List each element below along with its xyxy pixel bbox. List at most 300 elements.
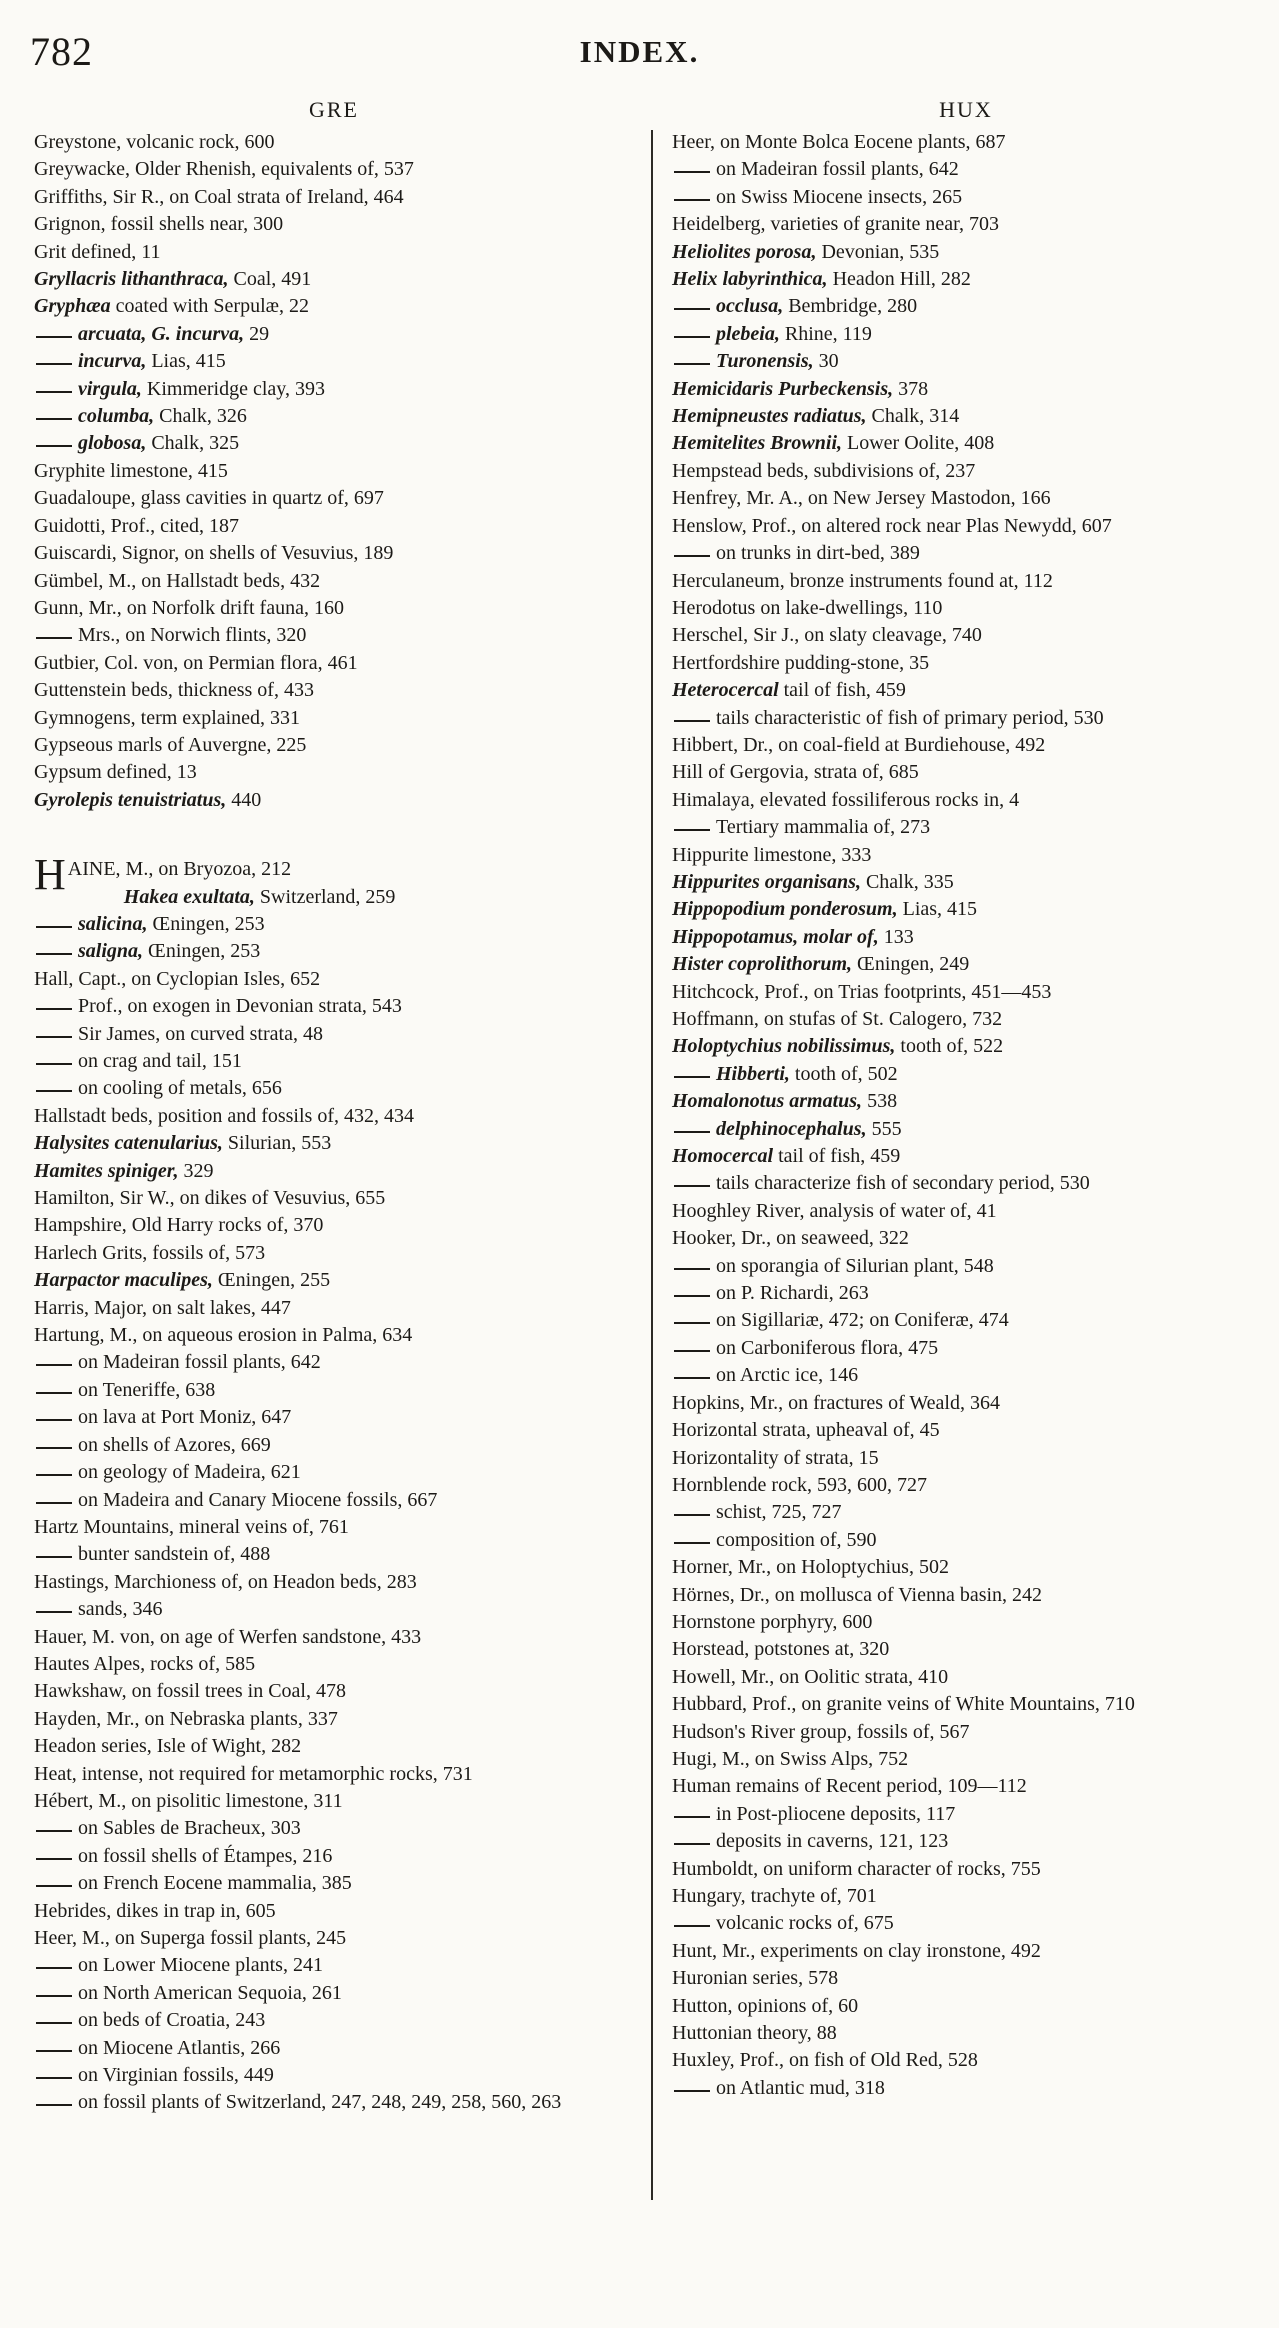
taxon-name: Heterocercal xyxy=(672,679,779,702)
index-entry xyxy=(672,211,1260,238)
entry-text: 133 xyxy=(883,925,914,948)
index-entry xyxy=(672,2020,1260,2047)
entry-text: on Teneriffe, 638 xyxy=(78,1378,216,1401)
entry-text: Horner, Mr., on Holoptychius, 502 xyxy=(672,1556,949,1579)
entry-text: Silurian, 553 xyxy=(227,1132,332,1155)
index-entry xyxy=(672,677,1260,704)
taxon-name: Turonensis, xyxy=(716,350,814,373)
entry-text: volcanic rocks of, 675 xyxy=(716,1912,894,1935)
index-entry xyxy=(672,869,1260,896)
index-entry xyxy=(672,732,1260,759)
entry-text: Hempstead beds, subdivisions of, 237 xyxy=(672,459,976,482)
entry-text: Hallstadt beds, position and fossils of, 432, 434 xyxy=(34,1104,414,1127)
entry-text: Guadaloupe, glass cavities in quartz of, 697 xyxy=(34,487,384,510)
entry-text: on Madeiran fossil plants, 642 xyxy=(716,158,959,181)
taxon-name: Gryphæa xyxy=(34,295,111,318)
drop-cap-letter: H xyxy=(34,850,66,900)
index-entry xyxy=(34,787,634,814)
taxon-name: plebeia, xyxy=(716,322,780,345)
index-entry xyxy=(34,1980,634,2007)
taxon-name: Harpactor maculipes, xyxy=(34,1269,213,1292)
left-column-head: GRE xyxy=(309,97,359,122)
index-entry xyxy=(672,485,1260,512)
index-entry xyxy=(672,321,1260,348)
index-entry xyxy=(34,1212,634,1239)
entry-text: Huronian series, 578 xyxy=(672,1967,839,1990)
entry-text: on sporangia of Silurian plant, 548 xyxy=(716,1254,994,1277)
entry-text: on Swiss Miocene insects, 265 xyxy=(716,185,963,208)
entry-text: bunter sandstein of, 488 xyxy=(78,1543,271,1566)
entry-text: in Post-pliocene deposits, 117 xyxy=(716,1802,956,1825)
index-entry xyxy=(672,1088,1260,1115)
entry-text: tooth of, 522 xyxy=(900,1035,1004,1058)
entry-text: Gypseous marls of Auvergne, 225 xyxy=(34,733,307,756)
index-entry xyxy=(34,2007,634,2034)
index-entry xyxy=(34,376,634,403)
index-entry xyxy=(672,979,1260,1006)
index-entry xyxy=(672,705,1260,732)
index-entry xyxy=(34,1432,634,1459)
entry-text: Horstead, potstones at, 320 xyxy=(672,1638,890,1661)
index-entry xyxy=(672,1554,1260,1581)
taxon-name: delphinocephalus, xyxy=(716,1117,867,1140)
entry-text: Hutton, opinions of, 60 xyxy=(672,1994,859,2017)
entry-text: Hertfordshire pudding-stone, 35 xyxy=(672,651,930,674)
index-entry xyxy=(672,156,1260,183)
entry-text: Hooker, Dr., on seaweed, 322 xyxy=(672,1227,909,1250)
index-entry xyxy=(34,1021,634,1048)
index-entry xyxy=(672,1143,1260,1170)
entry-text: Hébert, M., on pisolitic limestone, 311 xyxy=(34,1789,343,1812)
entry-text: on trunks in dirt-bed, 389 xyxy=(716,542,920,565)
entry-text: Herschel, Sir J., on slaty cleavage, 740 xyxy=(672,624,982,647)
entry-text: on Carboniferous flora, 475 xyxy=(716,1336,939,1359)
entry-text: Gümbel, M., on Hallstadt beds, 432 xyxy=(34,569,321,592)
index-entry xyxy=(34,1788,634,1815)
entry-text: on Lower Miocene plants, 241 xyxy=(78,1954,323,1977)
left-column xyxy=(34,95,634,2117)
entry-text: Henslow, Prof., on altered rock near Plas Newydd, 607 xyxy=(672,514,1112,537)
index-entry xyxy=(34,430,634,457)
index-entry xyxy=(34,1706,634,1733)
entry-text: on geology of Madeira, 621 xyxy=(78,1461,301,1484)
left-entry-list xyxy=(34,129,634,2117)
page-header xyxy=(0,28,1279,78)
entry-text: Hörnes, Dr., on mollusca of Vienna basin, 242 xyxy=(672,1583,1043,1606)
index-entry xyxy=(672,1033,1260,1060)
entry-text: tail of fish, 459 xyxy=(778,1145,901,1168)
entry-text: Hopkins, Mr., on fractures of Weald, 364 xyxy=(672,1391,1000,1414)
index-entry xyxy=(672,430,1260,457)
taxon-name: Hippopodium ponderosum, xyxy=(672,898,898,921)
index-entry xyxy=(672,1965,1260,1992)
taxon-name: Heliolites porosa, xyxy=(672,240,817,263)
entry-text: on lava at Port Moniz, 647 xyxy=(78,1406,292,1429)
index-entry xyxy=(34,1240,634,1267)
index-entry xyxy=(34,1843,634,1870)
right-entry-list xyxy=(672,129,1260,2102)
running-head: INDEX. xyxy=(579,34,700,69)
index-entry xyxy=(34,1349,634,1376)
entry-text: on fossil plants of Switzerland, 247, 248, 249, 258, 560, 263 xyxy=(78,2091,562,2114)
entry-text: Herodotus on lake-dwellings, 110 xyxy=(672,596,943,619)
index-entry xyxy=(34,1404,634,1431)
entry-text: Gryphite limestone, 415 xyxy=(34,459,228,482)
index-entry xyxy=(672,1362,1260,1389)
index-entry xyxy=(672,842,1260,869)
entry-text: AINE, M., on Bryozoa, 212 xyxy=(67,858,292,881)
entry-text: Kimmeridge clay, 393 xyxy=(146,377,326,400)
index-entry xyxy=(672,266,1260,293)
taxon-name: incurva, xyxy=(78,350,147,373)
entry-text: sands, 346 xyxy=(78,1598,163,1621)
index-entry xyxy=(672,1445,1260,1472)
index-entry xyxy=(672,1910,1260,1937)
index-entry xyxy=(672,787,1260,814)
taxon-name: Hamites spiniger, xyxy=(34,1159,179,1182)
entry-text: Headon Hill, 282 xyxy=(832,268,971,291)
index-entry xyxy=(672,1856,1260,1883)
index-entry xyxy=(34,1130,634,1157)
index-entry xyxy=(672,403,1260,430)
entry-text: Gymnogens, term explained, 331 xyxy=(34,706,301,729)
entry-text: on Atlantic mud, 318 xyxy=(716,2076,885,2099)
index-entry xyxy=(34,348,634,375)
index-entry xyxy=(34,1487,634,1514)
index-entry xyxy=(34,239,634,266)
entry-text: Guidotti, Prof., cited, 187 xyxy=(34,514,239,537)
entry-text: on beds of Croatia, 243 xyxy=(78,2009,266,2032)
taxon-name: Holoptychius nobilissimus, xyxy=(672,1035,896,1058)
entry-text: Hebrides, dikes in trap in, 605 xyxy=(34,1899,276,1922)
index-entry xyxy=(34,293,634,320)
index-entry xyxy=(34,1815,634,1842)
index-entry xyxy=(672,1390,1260,1417)
index-entry xyxy=(672,1253,1260,1280)
column-divider xyxy=(651,130,653,2200)
taxon-name: virgula, xyxy=(78,377,142,400)
entry-text: Greystone, volcanic rock, 600 xyxy=(34,131,275,153)
entry-text: Gutbier, Col. von, on Permian flora, 461 xyxy=(34,651,358,674)
index-entry xyxy=(672,896,1260,923)
entry-text: Hugi, M., on Swiss Alps, 752 xyxy=(672,1747,909,1770)
entry-text: Bembridge, 280 xyxy=(788,295,918,318)
entry-text: tail of fish, 459 xyxy=(783,679,906,702)
index-entry xyxy=(672,1746,1260,1773)
entry-text: on fossil shells of Étampes, 216 xyxy=(78,1844,333,1867)
index-entry xyxy=(34,184,634,211)
index-entry xyxy=(672,1801,1260,1828)
index-entry xyxy=(672,376,1260,403)
index-entry xyxy=(34,1514,634,1541)
index-entry xyxy=(672,1280,1260,1307)
index-entry xyxy=(672,239,1260,266)
entry-text: Hooghley River, analysis of water of, 41 xyxy=(672,1199,997,1222)
index-entry xyxy=(34,321,634,348)
entry-text: on Madeiran fossil plants, 642 xyxy=(78,1351,321,1374)
index-entry xyxy=(672,1691,1260,1718)
entry-text: Hubbard, Prof., on granite veins of White Mountains, 710 xyxy=(672,1693,1135,1716)
entry-text: on cooling of metals, 656 xyxy=(78,1077,282,1100)
entry-text: 440 xyxy=(231,788,262,811)
index-entry xyxy=(34,266,634,293)
index-entry xyxy=(34,1678,634,1705)
entry-text: Hastings, Marchioness of, on Headon beds, 283 xyxy=(34,1570,417,1593)
index-entry xyxy=(34,1541,634,1568)
index-entry xyxy=(34,1459,634,1486)
taxon-name: globosa, xyxy=(78,432,147,455)
index-entry xyxy=(34,622,634,649)
entry-text: Guiscardi, Signor, on shells of Vesuvius, 189 xyxy=(34,542,394,565)
entry-text: on Virginian fossils, 449 xyxy=(78,2064,274,2087)
taxon-name: columba, xyxy=(78,405,155,428)
entry-text: Harris, Major, on salt lakes, 447 xyxy=(34,1296,291,1319)
entry-text: Guttenstein beds, thickness of, 433 xyxy=(34,679,314,702)
index-entry xyxy=(34,1898,634,1925)
index-entry xyxy=(672,458,1260,485)
index-entry xyxy=(672,1335,1260,1362)
index-entry xyxy=(672,1636,1260,1663)
entry-text: schist, 725, 727 xyxy=(716,1501,842,1524)
entry-text: Humboldt, on uniform character of rocks, 755 xyxy=(672,1857,1041,1880)
entry-text: Hill of Gergovia, strata of, 685 xyxy=(672,761,919,784)
entry-text: 30 xyxy=(818,350,839,373)
taxon-name: Homocercal xyxy=(672,1145,774,1168)
entry-text: 555 xyxy=(871,1117,902,1140)
entry-text: Howell, Mr., on Oolitic strata, 410 xyxy=(672,1665,949,1688)
index-entry xyxy=(34,1952,634,1979)
index-entry xyxy=(34,1103,634,1130)
index-entry xyxy=(34,1377,634,1404)
entry-text: Chalk, 335 xyxy=(865,870,954,893)
entry-text: Heidelberg, varieties of granite near, 703 xyxy=(672,213,1000,236)
taxon-name: Helix labyrinthica, xyxy=(672,268,828,291)
index-entry xyxy=(672,1198,1260,1225)
index-entry xyxy=(672,184,1260,211)
index-entry xyxy=(672,1499,1260,1526)
index-entry xyxy=(34,884,634,911)
entry-text: Lias, 415 xyxy=(902,898,978,921)
taxon-name: Hibberti, xyxy=(716,1062,790,1085)
taxon-name: arcuata, G. incurva, xyxy=(78,322,245,345)
taxon-name: Hemipneustes radiatus, xyxy=(672,405,867,428)
entry-text: Œningen, 255 xyxy=(217,1269,331,1292)
taxon-name: occlusa, xyxy=(716,295,784,318)
taxon-name: Gryllacris lithanthraca, xyxy=(34,268,229,291)
entry-text: Hayden, Mr., on Nebraska plants, 337 xyxy=(34,1707,338,1730)
entry-text: Chalk, 326 xyxy=(159,405,247,428)
index-entry xyxy=(672,513,1260,540)
entry-text: tooth of, 502 xyxy=(794,1062,898,1085)
index-entry xyxy=(34,1185,634,1212)
entry-text: Hamilton, Sir W., on dikes of Vesuvius, 655 xyxy=(34,1187,386,1210)
entry-text: Gunn, Mr., on Norfolk drift fauna, 160 xyxy=(34,596,344,619)
index-entry xyxy=(672,1993,1260,2020)
entry-text: Grit defined, 11 xyxy=(34,240,161,263)
entry-text: Hippurite limestone, 333 xyxy=(672,843,872,866)
index-entry xyxy=(672,924,1260,951)
index-entry xyxy=(34,1596,634,1623)
index-entry xyxy=(34,211,634,238)
index-entry xyxy=(672,1061,1260,1088)
index-entry xyxy=(672,1719,1260,1746)
entry-text: Gypsum defined, 13 xyxy=(34,761,197,784)
index-entry xyxy=(34,911,634,938)
taxon-name: Gyrolepis tenuistriatus, xyxy=(34,788,227,811)
entry-text: composition of, 590 xyxy=(716,1528,877,1551)
index-entry xyxy=(34,513,634,540)
entry-text: tails characteristic of fish of primary period, 530 xyxy=(716,706,1104,729)
entry-text: Henfrey, Mr. A., on New Jersey Mastodon, 166 xyxy=(672,487,1051,510)
index-entry xyxy=(672,1472,1260,1499)
index-entry xyxy=(672,1307,1260,1334)
entry-text: Hornblende rock, 593, 600, 727 xyxy=(672,1473,927,1496)
taxon-name: Hippopotamus, molar of, xyxy=(672,925,879,948)
entry-text: Griffiths, Sir R., on Coal strata of Ireland, 464 xyxy=(34,185,404,208)
index-entry xyxy=(672,1828,1260,1855)
entry-text: on Sables de Bracheux, 303 xyxy=(78,1817,301,1840)
entry-text: Harlech Grits, fossils of, 573 xyxy=(34,1241,266,1264)
entry-text: Lias, 415 xyxy=(151,350,226,373)
index-entry xyxy=(34,1624,634,1651)
index-entry xyxy=(672,1609,1260,1636)
index-entry xyxy=(672,1938,1260,1965)
index-entry xyxy=(34,705,634,732)
taxon-name: Hippurites organisans, xyxy=(672,870,861,893)
index-entry xyxy=(34,732,634,759)
index-entry xyxy=(672,1006,1260,1033)
right-column xyxy=(672,95,1260,2102)
entry-text: Prof., on exogen in Devonian strata, 543 xyxy=(78,995,402,1018)
index-entry xyxy=(34,1158,634,1185)
entry-text: Hibbert, Dr., on coal-field at Burdiehouse, 492 xyxy=(672,733,1046,756)
entry-text: on shells of Azores, 669 xyxy=(78,1433,271,1456)
index-entry xyxy=(672,540,1260,567)
index-entry xyxy=(34,650,634,677)
entry-text: Grignon, fossil shells near, 300 xyxy=(34,213,284,236)
entry-text: Œningen, 249 xyxy=(857,953,970,976)
entry-text: Devonian, 535 xyxy=(821,240,940,263)
entry-text: Hudson's River group, fossils of, 567 xyxy=(672,1720,970,1743)
index-entry xyxy=(672,951,1260,978)
entry-text: Œningen, 253 xyxy=(152,912,265,935)
entry-text: Hartung, M., on aqueous erosion in Palma, 634 xyxy=(34,1324,413,1347)
taxon-name: salicina, xyxy=(78,912,148,935)
entry-text: Hall, Capt., on Cyclopian Isles, 652 xyxy=(34,967,321,990)
index-entry xyxy=(672,1883,1260,1910)
entry-text: on North American Sequoia, 261 xyxy=(78,1981,342,2004)
entry-text: Herculaneum, bronze instruments found at, 112 xyxy=(672,569,1053,592)
index-entry xyxy=(672,814,1260,841)
entry-text: Hartz Mountains, mineral veins of, 761 xyxy=(34,1515,349,1538)
taxon-name: Hemicidaris Purbeckensis, xyxy=(672,377,894,400)
index-entry xyxy=(34,1569,634,1596)
entry-text: Hornstone porphyry, 600 xyxy=(672,1610,873,1633)
index-entry xyxy=(34,485,634,512)
index-entry xyxy=(34,1925,634,1952)
index-entry xyxy=(34,1075,634,1102)
entry-text: Mrs., on Norwich flints, 320 xyxy=(78,624,307,647)
index-entry xyxy=(34,403,634,430)
index-entry xyxy=(34,1048,634,1075)
entry-text: Human remains of Recent period, 109—112 xyxy=(672,1775,1027,1798)
page-number: 782 xyxy=(30,29,93,74)
index-entry xyxy=(34,1870,634,1897)
index-entry xyxy=(34,2035,634,2062)
entry-text: 378 xyxy=(898,377,929,400)
entry-text: on French Eocene mammalia, 385 xyxy=(78,1872,352,1895)
index-entry xyxy=(672,1582,1260,1609)
index-entry xyxy=(672,622,1260,649)
entry-text: Hungary, trachyte of, 701 xyxy=(672,1885,877,1907)
index-entry xyxy=(672,650,1260,677)
index-entry xyxy=(34,938,634,965)
index-entry xyxy=(34,1267,634,1294)
index-entry xyxy=(672,1664,1260,1691)
index-entry xyxy=(672,1773,1260,1800)
entry-text: Headon series, Isle of Wight, 282 xyxy=(34,1735,302,1758)
entry-text: deposits in caverns, 121, 123 xyxy=(716,1830,949,1853)
entry-text: 29 xyxy=(249,322,270,345)
index-entry xyxy=(672,293,1260,320)
index-entry xyxy=(672,1116,1260,1143)
taxon-name: Hakea exultata, xyxy=(123,885,255,908)
entry-text: Hoffmann, on stufas of St. Calogero, 732 xyxy=(672,1008,1003,1030)
entry-text: tails characterize fish of secondary period, 530 xyxy=(716,1172,1090,1195)
index-entry xyxy=(34,993,634,1020)
entry-text: Hampshire, Old Harry rocks of, 370 xyxy=(34,1214,324,1237)
entry-text: Lower Oolite, 408 xyxy=(847,432,995,455)
entry-text: Tertiary mammalia of, 273 xyxy=(716,816,931,839)
entry-text: on Arctic ice, 146 xyxy=(716,1364,859,1387)
entry-text: coated with Serpulæ, 22 xyxy=(115,295,309,318)
index-entry xyxy=(34,1322,634,1349)
taxon-name: Hister coprolithorum, xyxy=(672,953,853,976)
index-entry xyxy=(672,1225,1260,1252)
taxon-name: Homalonotus armatus, xyxy=(672,1090,863,1113)
entry-text: Horizontal strata, upheaval of, 45 xyxy=(672,1419,940,1442)
taxon-name: Hemitelites Brownii, xyxy=(672,432,843,455)
entry-text: 538 xyxy=(867,1090,898,1113)
index-entry xyxy=(672,129,1260,156)
entry-text: Himalaya, elevated fossiliferous rocks in, 4 xyxy=(672,788,1020,811)
entry-text: Chalk, 325 xyxy=(151,432,240,455)
entry-text: Rhine, 119 xyxy=(784,322,872,345)
entry-text: Hauer, M. von, on age of Werfen sandstone, 433 xyxy=(34,1625,422,1648)
index-entry xyxy=(34,966,634,993)
index-entry xyxy=(34,759,634,786)
entry-text: on crag and tail, 151 xyxy=(78,1050,242,1072)
entry-text: Heat, intense, not required for metamorphic rocks, 731 xyxy=(34,1762,473,1785)
index-entry xyxy=(34,156,634,183)
index-entry xyxy=(34,595,634,622)
entry-text: Horizontality of strata, 15 xyxy=(672,1446,879,1469)
entry-text: on Miocene Atlantis, 266 xyxy=(78,2036,281,2059)
index-entry xyxy=(34,677,634,704)
entry-text: Hunt, Mr., experiments on clay ironstone, 492 xyxy=(672,1939,1041,1962)
entry-text: on Sigillariæ, 472; on Coniferæ, 474 xyxy=(716,1309,1009,1332)
index-entry xyxy=(672,1527,1260,1554)
taxon-name: saligna, xyxy=(78,940,144,963)
entry-text: Œningen, 253 xyxy=(148,940,261,963)
entry-text: on P. Richardi, 263 xyxy=(716,1282,869,1305)
entry-text: 329 xyxy=(183,1159,214,1182)
entry-text: on Madeira and Canary Miocene fossils, 667 xyxy=(78,1488,438,1511)
entry-text: Hitchcock, Prof., on Trias footprints, 451—453 xyxy=(672,980,1052,1003)
index-entry xyxy=(672,1417,1260,1444)
entry-text: Heer, on Monte Bolca Eocene plants, 687 xyxy=(672,131,1006,153)
index-entry xyxy=(34,568,634,595)
